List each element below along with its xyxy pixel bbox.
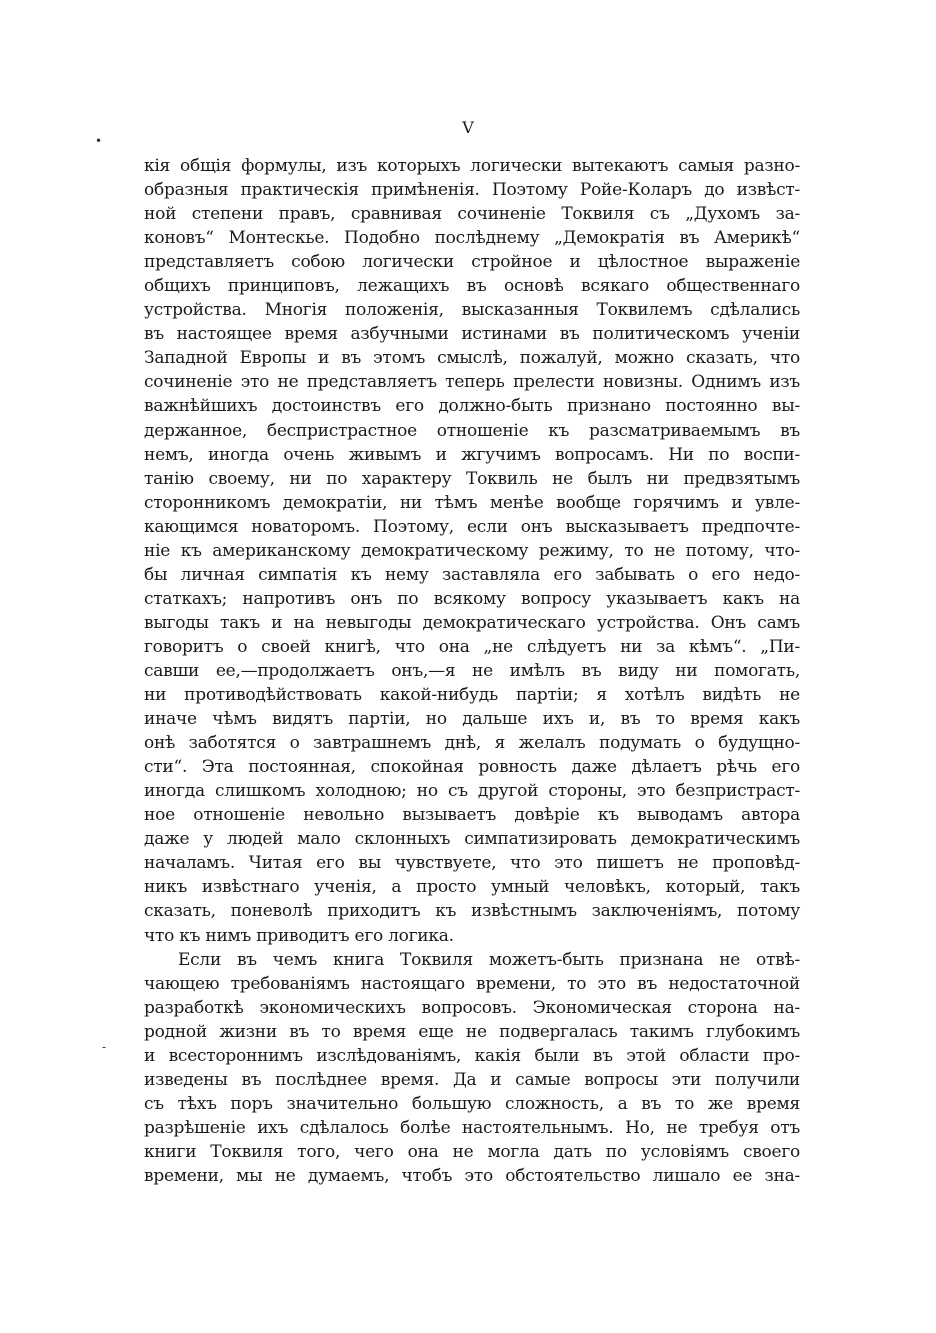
text-line: важнѣйшихъ достоинствъ его должно-быть признано постоянно вы-: [144, 396, 800, 417]
text-line: держанное, беспристрастное отношеніе къ разсматриваемымъ въ: [144, 420, 800, 441]
text-line: и всестороннимъ изслѣдованіямъ, какія были въ этой области про-: [144, 1045, 800, 1066]
body-text: [144, 154, 800, 1188]
text-line: родной жизни въ то время еще не подвергалась такимъ глубокимъ: [144, 1021, 800, 1042]
text-line: ной степени правъ, сравнивая сочиненіе Токвиля съ „Духомъ за-: [144, 204, 800, 225]
margin-dash: -: [102, 1040, 107, 1054]
text-line: началамъ. Читая его вы чувствуете, что это пишетъ не проповѣд-: [144, 853, 800, 874]
text-line: въ настоящее время азбучными истинами въ политическомъ ученіи: [144, 324, 800, 345]
text-line: изведены въ послѣднее время. Да и самые вопросы эти получили: [144, 1069, 800, 1090]
text-line: сторонникомъ демократіи, ни тѣмъ менѣе вообще горячимъ и увле-: [144, 492, 800, 513]
text-line: статкахъ; напротивъ онъ по всякому вопросу указываетъ какъ на: [144, 588, 800, 609]
text-line: разработкѣ экономическихъ вопросовъ. Экономическая сторона на-: [144, 997, 800, 1018]
text-line: онѣ заботятся о завтрашнемъ днѣ, я желалъ подумать о будущно-: [144, 733, 800, 754]
text-line: иногда слишкомъ холодною; но съ другой стороны, это безпристраст-: [144, 781, 800, 802]
text-line: сказать, поневолѣ приходитъ къ извѣстнымъ заключеніямъ, потому: [144, 901, 800, 922]
text-line: кающимся новаторомъ. Поэтому, если онъ высказываетъ предпочте-: [144, 516, 800, 537]
text-line: устройства. Многія положенія, высказанныя Токвилемъ сдѣлались: [144, 300, 800, 321]
text-line: чающею требованіямъ настоящаго времени, то это въ недостаточной: [144, 973, 800, 994]
text-line: бы личная симпатія къ нему заставляла его забывать о его недо-: [144, 564, 800, 585]
text-line: даже у людей мало склонныхъ симпатизировать демократическимъ: [144, 829, 800, 850]
text-line: книги Токвиля того, чего она не могла дать по условіямъ своего: [144, 1141, 800, 1162]
text-line: сочиненіе это не представляетъ теперь прелести новизны. Однимъ изъ: [144, 372, 800, 393]
text-line: ни противодѣйствовать какой-нибудь партіи; я хотѣлъ видѣть не: [144, 685, 800, 706]
text-line: времени, мы не думаемъ, чтобъ это обстоятельство лишало ее зна-: [144, 1165, 800, 1186]
text-line: разрѣшеніе ихъ сдѣлалось болѣе настоятельнымъ. Но, не требуя отъ: [144, 1117, 800, 1138]
text-line: савши ее,—продолжаетъ онъ,—я не имѣлъ въ виду ни помогать,: [144, 660, 800, 681]
text-line: ное отношеніе невольно вызываетъ довѣріе къ выводамъ автора: [144, 805, 800, 826]
text-line: ніе къ американскому демократическому режиму, то не потому, что-: [144, 540, 800, 561]
text-line: выгоды такъ и на невыгоды демократическаго устройства. Онъ самъ: [144, 612, 800, 633]
text-line: кія общія формулы, изъ которыхъ логически вытекаютъ самыя разно-: [144, 156, 800, 176]
text-line: образныя практическія примѣненія. Поэтому Ройе-Коларъ до извѣст-: [144, 180, 800, 201]
text-line: никъ извѣстнаго ученія, а просто умный человѣкъ, который, такъ: [144, 877, 800, 898]
text-line: коновъ“ Монтескье. Подобно послѣднему „Демократія въ Америкѣ“: [144, 228, 800, 249]
paragraph-end-line: что къ нимъ приводитъ его логика.: [144, 925, 454, 946]
text-line: общихъ принциповъ, лежащихъ въ основѣ всякаго общественнаго: [144, 276, 800, 297]
text-line: иначе чѣмъ видятъ партіи, но дальше ихъ и, въ то время какъ: [144, 709, 800, 730]
text-line: говоритъ о своей книгѣ, что она „не слѣдуетъ ни за кѣмъ“. „Пи-: [144, 636, 800, 657]
page-number: V: [462, 118, 474, 137]
text-line: сти“. Эта постоянная, спокойная ровность даже дѣлаетъ рѣчь его: [144, 757, 800, 778]
text-line: представляетъ собою логически стройное и цѣлостное выраженіе: [144, 252, 800, 273]
text-line: съ тѣхъ поръ значительно большую сложность, а въ то же время: [144, 1093, 800, 1114]
text-line: немъ, иногда очень живымъ и жгучимъ вопросамъ. Ни по воспи-: [144, 444, 800, 465]
margin-dot: •: [95, 134, 103, 148]
text-line: Западной Европы и въ этомъ смыслѣ, пожалуй, можно сказать, что: [144, 348, 800, 369]
paragraph-start-line: Если въ чемъ книга Токвиля можетъ-быть признана не отвѣ-: [178, 949, 800, 970]
text-line: танію своему, ни по характеру Токвиль не былъ ни предвзятымъ: [144, 468, 800, 489]
